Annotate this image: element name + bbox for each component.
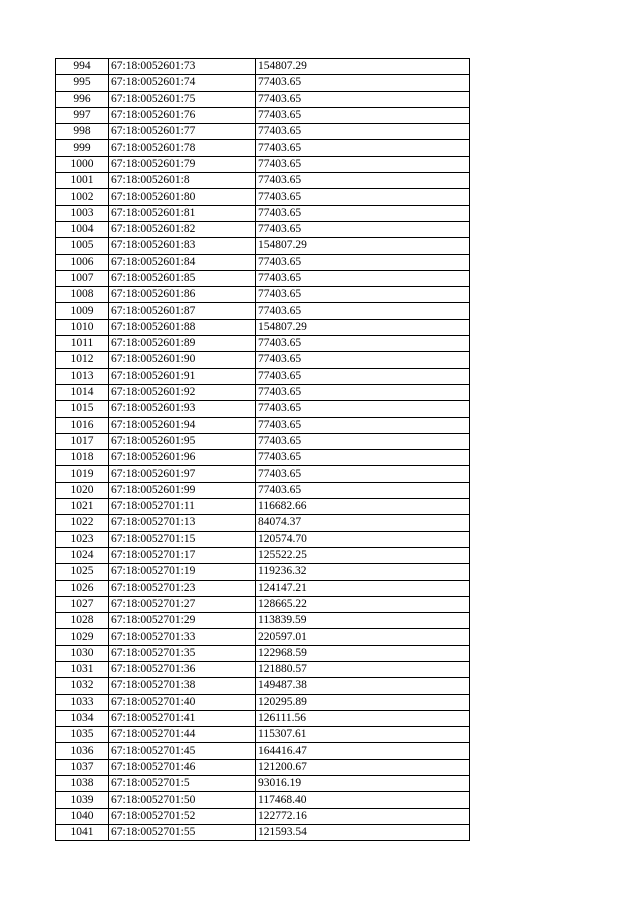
row-number-cell: 1041 — [56, 824, 109, 840]
cadastral-number-cell: 67:18:0052701:40 — [109, 694, 256, 710]
table-row — [56, 613, 470, 629]
value-cell: 116682.66 — [256, 499, 470, 515]
value-cell: 117468.40 — [256, 792, 470, 808]
row-number-cell: 1022 — [56, 515, 109, 531]
value-cell: 154807.29 — [256, 319, 470, 335]
cadastral-value-table — [55, 58, 470, 841]
value-cell: 77403.65 — [256, 433, 470, 449]
table-row — [56, 189, 470, 205]
value-cell: 77403.65 — [256, 124, 470, 140]
cadastral-number-cell: 67:18:0052701:44 — [109, 727, 256, 743]
row-number-cell: 1026 — [56, 580, 109, 596]
cadastral-number-cell: 67:18:0052601:88 — [109, 319, 256, 335]
table-body — [56, 59, 470, 841]
row-number-cell: 1016 — [56, 417, 109, 433]
cadastral-number-cell: 67:18:0052601:75 — [109, 91, 256, 107]
row-number-cell: 1030 — [56, 645, 109, 661]
cadastral-number-cell: 67:18:0052701:17 — [109, 547, 256, 563]
table-row — [56, 776, 470, 792]
row-number-cell: 1023 — [56, 531, 109, 547]
value-cell: 77403.65 — [256, 336, 470, 352]
value-cell: 115307.61 — [256, 727, 470, 743]
cadastral-number-cell: 67:18:0052701:23 — [109, 580, 256, 596]
row-number-cell: 1017 — [56, 433, 109, 449]
value-cell: 121880.57 — [256, 661, 470, 677]
table-row — [56, 450, 470, 466]
row-number-cell: 1013 — [56, 368, 109, 384]
cadastral-number-cell: 67:18:0052601:87 — [109, 303, 256, 319]
table-row — [56, 303, 470, 319]
value-cell: 77403.65 — [256, 140, 470, 156]
row-number-cell: 1033 — [56, 694, 109, 710]
row-number-cell: 996 — [56, 91, 109, 107]
row-number-cell: 1034 — [56, 710, 109, 726]
value-cell: 77403.65 — [256, 401, 470, 417]
row-number-cell: 994 — [56, 59, 109, 75]
table-row — [56, 694, 470, 710]
table-row — [56, 531, 470, 547]
cadastral-number-cell: 67:18:0052601:90 — [109, 352, 256, 368]
table-row — [56, 759, 470, 775]
cadastral-number-cell: 67:18:0052601:76 — [109, 107, 256, 123]
cadastral-number-cell: 67:18:0052601:89 — [109, 336, 256, 352]
row-number-cell: 1011 — [56, 336, 109, 352]
row-number-cell: 1020 — [56, 482, 109, 498]
value-cell: 120295.89 — [256, 694, 470, 710]
table-row — [56, 433, 470, 449]
table-row — [56, 564, 470, 580]
value-cell: 220597.01 — [256, 629, 470, 645]
value-cell: 77403.65 — [256, 270, 470, 286]
value-cell: 77403.65 — [256, 156, 470, 172]
table-row — [56, 792, 470, 808]
row-number-cell: 1038 — [56, 776, 109, 792]
row-number-cell: 1027 — [56, 596, 109, 612]
cadastral-number-cell: 67:18:0052701:11 — [109, 499, 256, 515]
cadastral-number-cell: 67:18:0052701:29 — [109, 613, 256, 629]
row-number-cell: 998 — [56, 124, 109, 140]
table-row — [56, 384, 470, 400]
row-number-cell: 1010 — [56, 319, 109, 335]
cadastral-number-cell: 67:18:0052601:91 — [109, 368, 256, 384]
row-number-cell: 1037 — [56, 759, 109, 775]
row-number-cell: 1008 — [56, 287, 109, 303]
row-number-cell: 1039 — [56, 792, 109, 808]
row-number-cell: 1021 — [56, 499, 109, 515]
value-cell: 121200.67 — [256, 759, 470, 775]
row-number-cell: 1025 — [56, 564, 109, 580]
value-cell: 77403.65 — [256, 466, 470, 482]
row-number-cell: 1015 — [56, 401, 109, 417]
cadastral-number-cell: 67:18:0052601:86 — [109, 287, 256, 303]
cadastral-number-cell: 67:18:0052701:35 — [109, 645, 256, 661]
value-cell: 77403.65 — [256, 417, 470, 433]
cadastral-number-cell: 67:18:0052601:94 — [109, 417, 256, 433]
cadastral-number-cell: 67:18:0052601:85 — [109, 270, 256, 286]
table-row — [56, 727, 470, 743]
table-row — [56, 270, 470, 286]
value-cell: 149487.38 — [256, 678, 470, 694]
value-cell: 77403.65 — [256, 482, 470, 498]
row-number-cell: 1032 — [56, 678, 109, 694]
cadastral-number-cell: 67:18:0052701:19 — [109, 564, 256, 580]
table-row — [56, 629, 470, 645]
value-cell: 77403.65 — [256, 303, 470, 319]
value-cell: 77403.65 — [256, 450, 470, 466]
cadastral-number-cell: 67:18:0052601:80 — [109, 189, 256, 205]
table-row — [56, 107, 470, 123]
table-row — [56, 140, 470, 156]
value-cell: 125522.25 — [256, 547, 470, 563]
cadastral-number-cell: 67:18:0052701:52 — [109, 808, 256, 824]
value-cell: 77403.65 — [256, 287, 470, 303]
row-number-cell: 1000 — [56, 156, 109, 172]
table-row — [56, 336, 470, 352]
value-cell: 113839.59 — [256, 613, 470, 629]
cadastral-number-cell: 67:18:0052701:15 — [109, 531, 256, 547]
cadastral-number-cell: 67:18:0052601:78 — [109, 140, 256, 156]
table-row — [56, 547, 470, 563]
value-cell: 126111.56 — [256, 710, 470, 726]
row-number-cell: 1007 — [56, 270, 109, 286]
table-row — [56, 287, 470, 303]
table-row — [56, 352, 470, 368]
cadastral-number-cell: 67:18:0052701:45 — [109, 743, 256, 759]
cadastral-number-cell: 67:18:0052601:74 — [109, 75, 256, 91]
row-number-cell: 1019 — [56, 466, 109, 482]
table-row — [56, 401, 470, 417]
value-cell: 120574.70 — [256, 531, 470, 547]
cadastral-number-cell: 67:18:0052701:46 — [109, 759, 256, 775]
row-number-cell: 1014 — [56, 384, 109, 400]
value-cell: 124147.21 — [256, 580, 470, 596]
table-row — [56, 743, 470, 759]
row-number-cell: 1018 — [56, 450, 109, 466]
table-row — [56, 124, 470, 140]
cadastral-number-cell: 67:18:0052601:81 — [109, 205, 256, 221]
value-cell: 77403.65 — [256, 221, 470, 237]
cadastral-number-cell: 67:18:0052601:83 — [109, 238, 256, 254]
row-number-cell: 1024 — [56, 547, 109, 563]
table-row — [56, 678, 470, 694]
value-cell: 77403.65 — [256, 91, 470, 107]
value-cell: 93016.19 — [256, 776, 470, 792]
value-cell: 122772.16 — [256, 808, 470, 824]
row-number-cell: 1002 — [56, 189, 109, 205]
row-number-cell: 995 — [56, 75, 109, 91]
cadastral-number-cell: 67:18:0052701:41 — [109, 710, 256, 726]
table-row — [56, 596, 470, 612]
cadastral-number-cell: 67:18:0052701:38 — [109, 678, 256, 694]
value-cell: 84074.37 — [256, 515, 470, 531]
cadastral-number-cell: 67:18:0052701:27 — [109, 596, 256, 612]
table-row — [56, 645, 470, 661]
cadastral-number-cell: 67:18:0052601:97 — [109, 466, 256, 482]
cadastral-number-cell: 67:18:0052601:73 — [109, 59, 256, 75]
cadastral-number-cell: 67:18:0052601:79 — [109, 156, 256, 172]
table-row — [56, 515, 470, 531]
row-number-cell: 1031 — [56, 661, 109, 677]
table-row — [56, 824, 470, 840]
cadastral-number-cell: 67:18:0052601:77 — [109, 124, 256, 140]
cadastral-number-cell: 67:18:0052601:99 — [109, 482, 256, 498]
table-row — [56, 417, 470, 433]
table-row — [56, 173, 470, 189]
table-row — [56, 91, 470, 107]
table-row — [56, 808, 470, 824]
table-row — [56, 254, 470, 270]
row-number-cell: 1040 — [56, 808, 109, 824]
value-cell: 119236.32 — [256, 564, 470, 580]
cadastral-number-cell: 67:18:0052701:33 — [109, 629, 256, 645]
cadastral-number-cell: 67:18:0052601:96 — [109, 450, 256, 466]
table-row — [56, 156, 470, 172]
row-number-cell: 1036 — [56, 743, 109, 759]
row-number-cell: 1012 — [56, 352, 109, 368]
cadastral-number-cell: 67:18:0052601:93 — [109, 401, 256, 417]
table-row — [56, 205, 470, 221]
value-cell: 122968.59 — [256, 645, 470, 661]
cadastral-number-cell: 67:18:0052601:92 — [109, 384, 256, 400]
value-cell: 154807.29 — [256, 238, 470, 254]
cadastral-number-cell: 67:18:0052601:82 — [109, 221, 256, 237]
row-number-cell: 1035 — [56, 727, 109, 743]
value-cell: 77403.65 — [256, 75, 470, 91]
value-cell: 77403.65 — [256, 173, 470, 189]
cadastral-number-cell: 67:18:0052601:95 — [109, 433, 256, 449]
row-number-cell: 997 — [56, 107, 109, 123]
cadastral-number-cell: 67:18:0052701:55 — [109, 824, 256, 840]
cadastral-number-cell: 67:18:0052701:13 — [109, 515, 256, 531]
cadastral-number-cell: 67:18:0052601:84 — [109, 254, 256, 270]
value-cell: 77403.65 — [256, 384, 470, 400]
value-cell: 77403.65 — [256, 352, 470, 368]
row-number-cell: 1029 — [56, 629, 109, 645]
cadastral-number-cell: 67:18:0052701:36 — [109, 661, 256, 677]
table-row — [56, 75, 470, 91]
value-cell: 77403.65 — [256, 205, 470, 221]
cadastral-number-cell: 67:18:0052701:5 — [109, 776, 256, 792]
row-number-cell: 1006 — [56, 254, 109, 270]
row-number-cell: 1003 — [56, 205, 109, 221]
value-cell: 77403.65 — [256, 107, 470, 123]
value-cell: 164416.47 — [256, 743, 470, 759]
table-row — [56, 368, 470, 384]
row-number-cell: 1001 — [56, 173, 109, 189]
table-row — [56, 482, 470, 498]
table-row — [56, 499, 470, 515]
value-cell: 77403.65 — [256, 368, 470, 384]
row-number-cell: 1009 — [56, 303, 109, 319]
table-row — [56, 221, 470, 237]
row-number-cell: 1028 — [56, 613, 109, 629]
table-row — [56, 238, 470, 254]
row-number-cell: 1005 — [56, 238, 109, 254]
value-cell: 77403.65 — [256, 254, 470, 270]
table-row — [56, 661, 470, 677]
cadastral-number-cell: 67:18:0052701:50 — [109, 792, 256, 808]
value-cell: 121593.54 — [256, 824, 470, 840]
table-row — [56, 580, 470, 596]
value-cell: 77403.65 — [256, 189, 470, 205]
table-row — [56, 710, 470, 726]
row-number-cell: 1004 — [56, 221, 109, 237]
value-cell: 154807.29 — [256, 59, 470, 75]
value-cell: 128665.22 — [256, 596, 470, 612]
cadastral-number-cell: 67:18:0052601:8 — [109, 173, 256, 189]
table-row — [56, 59, 470, 75]
table-row — [56, 466, 470, 482]
row-number-cell: 999 — [56, 140, 109, 156]
table-row — [56, 319, 470, 335]
